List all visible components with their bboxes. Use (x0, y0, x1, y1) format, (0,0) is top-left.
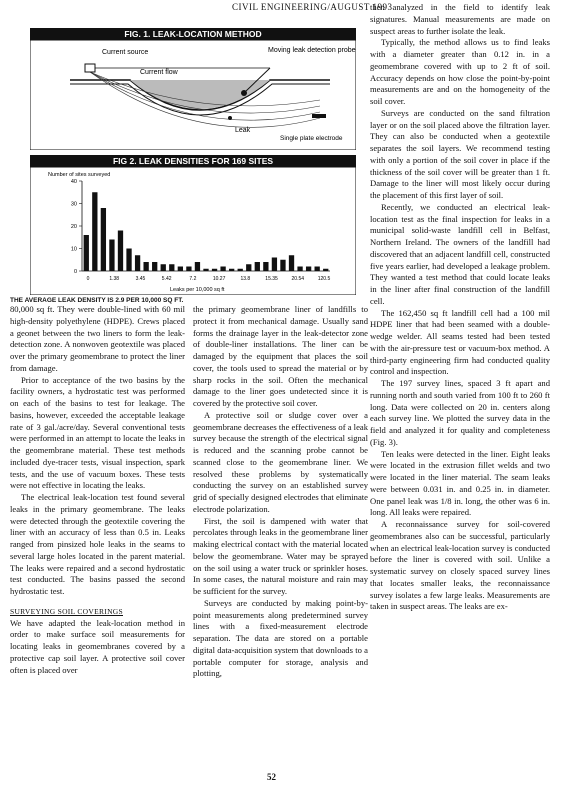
paragraph: the primary geomembrane liner of landfills to protect it from mechanical damage. Usually sand forms the drainage layer in the leak-detector zone of double-liner installations. The liner can be damaged by the equipment that places the soil cover, the tools used to spread the material or by sharp rocks in the soil. Often the mechanical damage to the liner goes undetected since it is covered by the protective soil cover. (193, 304, 368, 408)
paragraph: The 197 survey lines, spaced 3 ft apart and running north and south varied from 100 ft to 260 ft long. Data were collected on 20 in. centers along each survey line. We plotted the survey data in the field and analyzed it for quality and completeness (Fig. 3). (370, 378, 550, 447)
figure1-diagram (30, 40, 356, 150)
x-tick-label: 13.8 (240, 276, 251, 282)
paragraph: Recently, we conducted an electrical leak-location test as the final inspection for leaks in a municipal solid-waste landfill cell in Belfast, Northern Ireland. The owners of the landfill had discovered that an adjacent landfill cell, constructed five years earlier, had developed a leakage problem. They wanted a test method that could locate leaks in the liner after final construction of the landfill cell. (370, 201, 550, 306)
x-tick-label: 7.2 (189, 276, 197, 282)
bar (161, 264, 166, 271)
chart-ylabel: Number of sites surveyed (48, 172, 111, 178)
paragraph: then analyzed in the field to identify leak signatures. Manual measurements are made on suspect areas to further isolate the leak. (370, 2, 550, 36)
label-current-source: Current source (102, 49, 149, 56)
text-column-3 (370, 2, 550, 613)
paragraph: Typically, the method allows us to find leaks with a diameter greater than 0.12 in. in a geomembrane covered with up to 2 ft of soil. Accuracy depends on how close the point-by-point measurements are and on the homogeneity of the soil cover. (370, 37, 550, 106)
paragraph: Ten leaks were detected in the liner. Eight leaks were located in the extrusion fillet welds and two were located in the liner material. The seam leaks were between 0.031 in. and 0.25 in. in diameter. One panel leak was 1/8 in. long, the other was 6 in. long. All leaks were repaired. (370, 448, 550, 518)
bar (306, 267, 311, 272)
y-tick-label: 10 (70, 246, 77, 253)
bar (101, 208, 106, 271)
y-tick-label: 0 (73, 269, 77, 275)
y-tick-label: 20 (70, 224, 77, 230)
bar (220, 267, 225, 272)
bar (178, 267, 183, 272)
paragraph: We have adapted the leak-location method in order to make surface soil measurements for locating leaks in geomembranes covered by a protective cap soil layer. A protective soil cover often is placed over (10, 617, 185, 675)
probe-icon (241, 90, 247, 96)
figure2-chart (30, 167, 356, 295)
bar (84, 235, 89, 271)
bar (238, 269, 243, 271)
bar (280, 260, 285, 271)
paragraph: First, the soil is dampened with water that percolates through leaks in the geomembrane liner making electrical contact with the material located below the geomembrane. Water may be sprayed on the soil using a water truck or sprinkler hoses. In some cases, the natural moisture and rain may be sufficient for the survey. (193, 515, 368, 596)
bar (229, 269, 234, 271)
x-tick-label: 120.5 (317, 276, 331, 282)
leak-marker (228, 116, 232, 120)
bar (263, 262, 268, 271)
label-single-plate: Single plate electrode (280, 135, 343, 142)
bar (315, 267, 320, 272)
x-tick-label: 20.54 (291, 276, 305, 282)
paragraph: A reconnaissance survey for soil-covered geomembranes also can be successful, particularly when an electrical leak-location survey is conducted before the liner is covered with soil. Unlike a systematic survey on closely spaced survey lines that locates smaller leaks, the reconnaissance survey isolates a few large leaks. Measurements are taken in suspect areas. The leaks are ex- (370, 519, 550, 612)
bar (212, 269, 217, 271)
chart-xlabel: Leaks per 10,000 sq ft (170, 287, 225, 293)
bar (297, 267, 302, 272)
bar (255, 262, 260, 271)
paragraph: The electrical leak-location test found several leaks in the primary geomembrane. The leaks were detected through the geotextile covering the liner with an accuracy of less than 0.5 in. Leaks ranged from pinsized hole leaks in the seams to several large holes located in the parent material. The leaks were repaired and a second hydrostatic test conducted. The basins passed the second hydrostatic test. (10, 492, 185, 596)
figure1-title: FIG. 1. LEAK-LOCATION METHOD (30, 28, 356, 40)
text-column-1 (10, 304, 185, 676)
x-tick-label: 10.27 (212, 276, 226, 282)
bar (246, 264, 251, 271)
section-heading: SURVEYING SOIL COVERINGS (10, 606, 123, 616)
x-tick-label: 3.45 (135, 276, 146, 282)
y-tick-label: 40 (70, 179, 77, 185)
bar (272, 258, 277, 272)
bar (143, 262, 148, 271)
figure2-caption: THE AVERAGE LEAK DENSITY IS 2.9 PER 10,000 SQ FT. (10, 297, 184, 304)
bar (152, 262, 157, 271)
page-number: 52 (267, 772, 276, 782)
bar (195, 262, 200, 271)
x-tick-label: 5.42 (161, 276, 172, 282)
paragraph: A protective soil or sludge cover over a geomembrane decreases the effectiveness of a leak survey because the strength of the electrical signal is reduced and the scanning probe cannot be scanned close to the geomembrane liner. We resolved these problems by systematically conducting the survey on an established survey grid of specially designed electrodes that eliminate electrode polarization. (193, 409, 368, 514)
label-leak: Leak (235, 127, 251, 134)
bar (126, 249, 131, 272)
bar (289, 255, 294, 271)
bar (135, 255, 140, 271)
paragraph: Surveys are conducted by making point-by-point measurements along predetermined survey lines with a fixed-measurement electrode separation. The data are stored on a portable digital data-acquisition system that downloads to a portable computer for storage, analysis and plotting, (193, 597, 368, 679)
current-source-box (85, 64, 95, 72)
paragraph: The 162,450 sq ft landfill cell had a 100 mil HDPE liner that had been seamed with a double-wedge welder. All seams tested had been tested with the air-pressure test or vacuum-box method. A third-party engineering firm had conducted quality control and inspection. (370, 307, 550, 377)
bar (92, 192, 97, 271)
figure2-title: FIG 2. LEAK DENSITIES FOR 169 SITES (30, 155, 356, 167)
x-tick-label: 15.35 (265, 276, 278, 282)
bar (109, 240, 114, 272)
bar (203, 269, 208, 271)
label-moving-probe: Moving leak detection probe (268, 47, 356, 54)
label-current-flow: Current flow (140, 69, 178, 76)
bar (323, 269, 328, 271)
paragraph: Prior to acceptance of the two basins by the facility owners, a hydrostatic test was performed on each of the basins to test for leakage. The basins, however, exceeded the acceptable leakage rate of 3 gal./acre/day. Several conventional tests were performed in an attempt to locate the leaks in the geomembrane material. These test methods included dye-tracer tests, visual inspection, spark tests, and the use of vacuum boxes. These tests were not effective in locating the leaks. (10, 374, 185, 491)
paragraph: Surveys are conducted on the sand filtration layer or on the soil placed above the filtration layer. They can also be conducted when a geotextile separates the soil layers. We recommend testing with only a portion of the soil cover in place if the thickness of the soil cover will be greater than 1 ft. Damage to the liner will most likely occur during the placement of this first layer of soil. (370, 107, 550, 200)
bar (118, 231, 123, 272)
running-head: CIVIL ENGINEERING/AUGUST 1993 (232, 2, 393, 12)
electrode-plate (312, 114, 326, 118)
x-tick-label: 1.38 (109, 276, 120, 282)
paragraph: 80,000 sq ft. They were double-lined with 60 mil high-density polyethylene (HDPE). Crews placed a geonet between the two liners to form the leak-detection zone. A nonwoven geotextile was placed over the primary geomembrane to protect the liner from damage. (10, 304, 185, 373)
text-column-2 (193, 304, 368, 680)
bar (186, 267, 191, 272)
bar (169, 264, 174, 271)
x-tick-label: 0 (86, 276, 90, 282)
y-tick-label: 30 (70, 201, 77, 208)
